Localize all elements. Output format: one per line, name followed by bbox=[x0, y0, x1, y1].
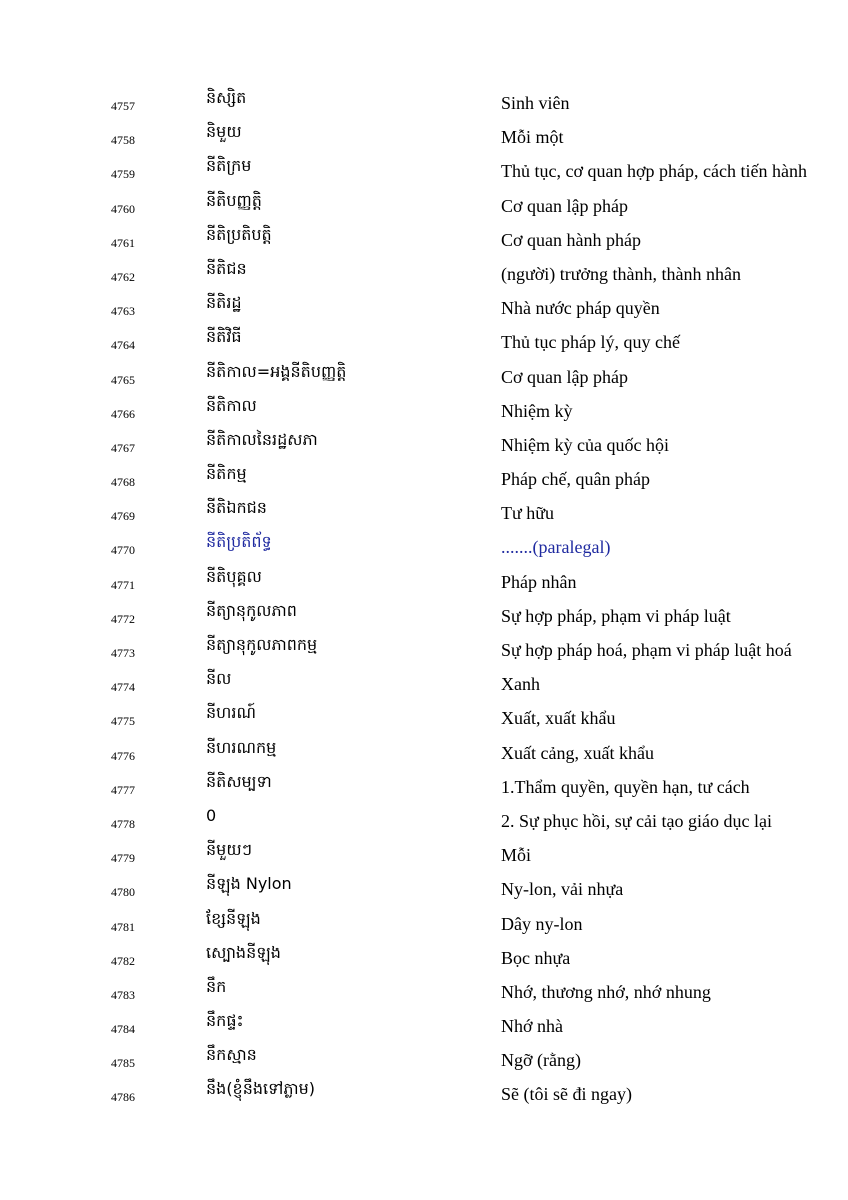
entry-row bbox=[0, 120, 848, 154]
entry-number: 4777 bbox=[111, 782, 135, 797]
vietnamese-meaning: Tư hữu bbox=[501, 503, 555, 524]
entry-row bbox=[0, 360, 848, 394]
khmer-term: នីល bbox=[206, 669, 232, 689]
vietnamese-meaning: 2. Sự phục hồi, sự cải tạo giáo dục lại bbox=[501, 810, 772, 831]
entry-row bbox=[0, 86, 848, 120]
khmer-term: នីតិកាល=អង្គនីតិបញ្ញត្តិ bbox=[206, 361, 347, 381]
khmer-term: និស្សិត bbox=[206, 88, 247, 107]
vietnamese-meaning: Mỗi một bbox=[501, 127, 564, 148]
khmer-term: នីត្យានុកូលភាព bbox=[206, 600, 297, 620]
entry-number: 4786 bbox=[111, 1090, 135, 1105]
entry-number: 4772 bbox=[111, 611, 135, 626]
entry-row bbox=[0, 189, 848, 223]
khmer-term: នីតិជន bbox=[206, 258, 247, 278]
khmer-term: ខ្សែនីឡុង bbox=[206, 908, 261, 928]
entry-number: 4766 bbox=[111, 406, 135, 421]
entry-row bbox=[0, 1009, 848, 1043]
entry-number: 4757 bbox=[111, 99, 135, 113]
vietnamese-meaning: Sự hợp pháp, phạm vi pháp luật bbox=[501, 605, 731, 626]
entry-row bbox=[0, 599, 848, 633]
khmer-term: នីតិបញ្ញត្តិ bbox=[206, 190, 262, 210]
entry-number: 4759 bbox=[111, 167, 135, 182]
entry-row bbox=[0, 941, 848, 975]
entry-row bbox=[0, 257, 848, 291]
entry-number: 4770 bbox=[111, 543, 135, 558]
vietnamese-meaning: Thủ tục, cơ quan hợp pháp, cách tiến hành bbox=[501, 161, 807, 182]
khmer-term: នីហរណ៍ bbox=[206, 703, 256, 723]
vietnamese-meaning: Pháp nhân bbox=[501, 571, 577, 592]
vietnamese-meaning: .......(paralegal) bbox=[501, 537, 611, 558]
vietnamese-meaning: Ny-lon, vải nhựa bbox=[501, 879, 624, 900]
vietnamese-meaning: Bọc nhựa bbox=[501, 947, 571, 968]
vietnamese-meaning: 1.Thẩm quyền, quyền hạn, tư cách bbox=[501, 776, 750, 797]
entry-row bbox=[0, 736, 848, 770]
entry-row bbox=[0, 291, 848, 325]
entry-number: 4780 bbox=[111, 885, 135, 900]
vietnamese-meaning: Dây ny-lon bbox=[501, 913, 583, 934]
entry-number: 4775 bbox=[111, 714, 135, 729]
vietnamese-meaning: Cơ quan hành pháp bbox=[501, 229, 641, 250]
vietnamese-meaning: Sẽ (tôi sẽ đi ngay) bbox=[501, 1084, 632, 1105]
khmer-term: នឹង(ខ្ញុំនឹងទៅភ្លាម) bbox=[206, 1079, 315, 1099]
entry-row bbox=[0, 872, 848, 906]
entry-number: 4773 bbox=[111, 646, 135, 660]
khmer-term: នីតិកាលនៃរដ្ឋសភា bbox=[206, 429, 318, 449]
entry-list bbox=[0, 86, 848, 1112]
entry-number: 4767 bbox=[111, 440, 135, 455]
entry-number: 4764 bbox=[111, 338, 135, 353]
entry-row bbox=[0, 667, 848, 701]
entry-number: 4783 bbox=[111, 987, 135, 1002]
entry-row bbox=[0, 394, 848, 428]
entry-number: 4779 bbox=[111, 851, 135, 866]
entry-number: 4765 bbox=[111, 372, 135, 387]
vietnamese-meaning: Xuất cảng, xuất khẩu bbox=[501, 742, 654, 763]
entry-row bbox=[0, 907, 848, 941]
entry-number: 4784 bbox=[111, 1022, 135, 1037]
entry-number: 4781 bbox=[111, 919, 135, 934]
khmer-term: នីតិកាល bbox=[206, 395, 257, 415]
khmer-term: នីតិបុគ្គល bbox=[206, 566, 262, 586]
khmer-term: នីតិវិធី bbox=[206, 327, 242, 347]
vietnamese-meaning: Xanh bbox=[501, 674, 540, 695]
khmer-term: នឹកផ្ទះ bbox=[206, 1011, 244, 1031]
entry-number: 4771 bbox=[111, 577, 135, 592]
khmer-term: នឹកស្មាន bbox=[206, 1045, 257, 1065]
entry-number: 4763 bbox=[111, 304, 135, 319]
khmer-term: នីតិសម្បទា bbox=[206, 771, 272, 791]
vietnamese-meaning: Nhớ nhà bbox=[501, 1016, 564, 1037]
khmer-term: 0 bbox=[206, 805, 217, 825]
vietnamese-meaning: Sinh viên bbox=[501, 93, 570, 113]
entry-row bbox=[0, 804, 848, 838]
khmer-term: និមួយ bbox=[206, 122, 242, 142]
entry-row bbox=[0, 223, 848, 257]
entry-row bbox=[0, 565, 848, 599]
entry-row bbox=[0, 325, 848, 359]
entry-row bbox=[0, 462, 848, 496]
vietnamese-meaning: Nhiệm kỳ của quốc hội bbox=[501, 434, 669, 455]
entry-number: 4761 bbox=[111, 235, 135, 250]
khmer-term: នីតិកម្ម bbox=[206, 464, 247, 484]
entry-row bbox=[0, 1077, 848, 1111]
entry-row bbox=[0, 428, 848, 462]
entry-row bbox=[0, 838, 848, 872]
vietnamese-meaning: Pháp chế, quân pháp bbox=[501, 469, 650, 490]
vietnamese-meaning: (người) trưởng thành, thành nhân bbox=[501, 263, 742, 284]
entry-number: 4776 bbox=[111, 748, 135, 763]
khmer-term: នីឡុង Nylon bbox=[206, 874, 292, 894]
entry-number: 4778 bbox=[111, 816, 135, 831]
entry-number: 4782 bbox=[111, 953, 135, 968]
khmer-term: នីតិឯកជន bbox=[206, 498, 267, 518]
vietnamese-meaning: Sự hợp pháp hoá, phạm vi pháp luật hoá bbox=[501, 640, 792, 660]
entry-row bbox=[0, 633, 848, 667]
entry-row bbox=[0, 770, 848, 804]
entry-row bbox=[0, 530, 848, 564]
khmer-term: នីមួយៗ bbox=[206, 840, 253, 860]
entry-row bbox=[0, 1043, 848, 1077]
khmer-term: នីតិក្រម bbox=[206, 156, 252, 176]
entry-number: 4774 bbox=[111, 680, 135, 695]
entry-row bbox=[0, 154, 848, 188]
entry-number: 4760 bbox=[111, 201, 135, 216]
khmer-term: នីតិប្រតិបត្តិ bbox=[206, 224, 272, 244]
entry-number: 4768 bbox=[111, 475, 135, 490]
entry-number: 4762 bbox=[111, 269, 135, 284]
vietnamese-meaning: Thủ tục pháp lý, quy chế bbox=[501, 332, 680, 353]
khmer-term: ស្បោងនីឡុង bbox=[206, 942, 281, 962]
entry-number: 4769 bbox=[111, 509, 135, 524]
vietnamese-meaning: Mỗi bbox=[501, 845, 532, 866]
entry-row bbox=[0, 701, 848, 735]
vietnamese-meaning: Nhà nước pháp quyền bbox=[501, 298, 660, 319]
khmer-term: នីហរណកម្ម bbox=[206, 737, 277, 757]
vietnamese-meaning: Nhớ, thương nhớ, nhớ nhung bbox=[501, 981, 711, 1002]
khmer-term: នីត្យានុកូលភាពកម្ម bbox=[206, 635, 318, 654]
entry-number: 4758 bbox=[111, 133, 135, 148]
entry-number: 4785 bbox=[111, 1056, 135, 1071]
khmer-term: នីតិប្រតិព័ទ្ធ bbox=[206, 532, 272, 552]
vietnamese-meaning: Ngỡ (rằng) bbox=[501, 1050, 581, 1071]
entry-row bbox=[0, 496, 848, 530]
vietnamese-meaning: Cơ quan lập pháp bbox=[501, 195, 628, 216]
vietnamese-meaning: Cơ quan lập pháp bbox=[501, 366, 628, 387]
khmer-term: នឹក bbox=[206, 976, 227, 996]
vietnamese-meaning: Nhiệm kỳ bbox=[501, 400, 573, 421]
vietnamese-meaning: Xuất, xuất khẩu bbox=[501, 708, 616, 729]
khmer-term: នីតិរដ្ឋ bbox=[206, 293, 242, 313]
entry-row bbox=[0, 975, 848, 1009]
